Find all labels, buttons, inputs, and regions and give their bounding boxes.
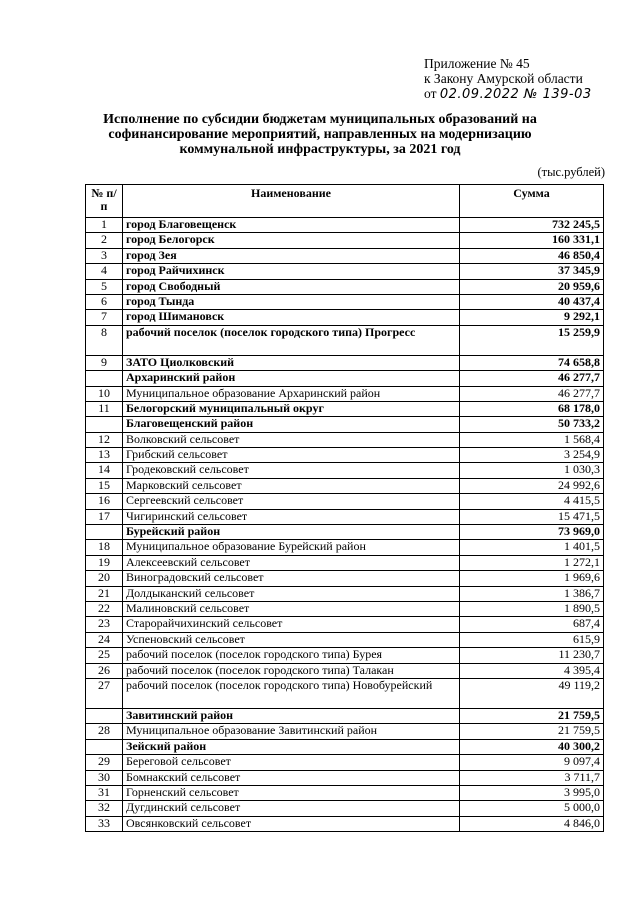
table-row xyxy=(86,355,604,370)
table-row xyxy=(86,586,604,601)
row-sum: 687,4 xyxy=(460,617,604,632)
table-row xyxy=(86,401,604,416)
row-sum: 46 850,4 xyxy=(460,248,604,263)
row-number: 23 xyxy=(86,617,123,632)
table-row xyxy=(86,739,604,754)
row-number: 28 xyxy=(86,724,123,739)
row-name: рабочий поселок (поселок городского типа) Новобурейский xyxy=(123,678,460,708)
table-row xyxy=(86,816,604,831)
row-name: Белогорский муниципальный округ xyxy=(123,401,460,416)
row-number: 20 xyxy=(86,571,123,586)
row-number: 3 xyxy=(86,248,123,263)
table-header-row xyxy=(86,185,604,218)
row-name: Зейский район xyxy=(123,739,460,754)
row-name: Муниципальное образование Завитинский район xyxy=(123,724,460,739)
appendix-number: Приложение № 45 xyxy=(424,56,530,71)
table-row xyxy=(86,785,604,800)
row-sum: 40 437,4 xyxy=(460,294,604,309)
document-title: Исполнение по субсидии бюджетам муниципальных образований на софинансирование мероприятий, направленных на модернизацию коммунальной инфраструктуры, за 2021 год xyxy=(103,112,537,157)
table-row xyxy=(86,386,604,401)
row-name: Чигиринский сельсовет xyxy=(123,509,460,524)
table-row xyxy=(86,494,604,509)
row-number: 4 xyxy=(86,264,123,279)
row-name: город Белогорск xyxy=(123,233,460,248)
row-number: 30 xyxy=(86,770,123,785)
row-number: 9 xyxy=(86,355,123,370)
row-number: 5 xyxy=(86,279,123,294)
row-number xyxy=(86,525,123,540)
row-sum: 20 959,6 xyxy=(460,279,604,294)
row-name: Благовещенский район xyxy=(123,417,460,432)
appendix-block xyxy=(424,56,592,102)
table-row xyxy=(86,478,604,493)
table-row xyxy=(86,463,604,478)
row-sum: 4 846,0 xyxy=(460,816,604,831)
row-number: 16 xyxy=(86,494,123,509)
table-row xyxy=(86,509,604,524)
row-number: 33 xyxy=(86,816,123,831)
row-sum: 11 230,7 xyxy=(460,648,604,663)
table-row xyxy=(86,678,604,708)
row-name: город Свободный xyxy=(123,279,460,294)
row-sum: 1 890,5 xyxy=(460,601,604,616)
table-row xyxy=(86,648,604,663)
row-sum: 74 658,8 xyxy=(460,355,604,370)
row-name: Успеновский сельсовет xyxy=(123,632,460,647)
row-name: Завитинский район xyxy=(123,708,460,723)
row-name: Грибский сельсовет xyxy=(123,448,460,463)
table-row xyxy=(86,724,604,739)
row-name: рабочий поселок (поселок городского типа) Бурея xyxy=(123,648,460,663)
row-name: Долдыканский сельсовет xyxy=(123,586,460,601)
row-sum: 9 097,4 xyxy=(460,755,604,770)
row-sum: 4 415,5 xyxy=(460,494,604,509)
table-row xyxy=(86,279,604,294)
row-name: рабочий поселок (поселок городского типа) Прогресс xyxy=(123,325,460,355)
row-number: 10 xyxy=(86,386,123,401)
row-number xyxy=(86,739,123,754)
row-name: ЗАТО Циолковский xyxy=(123,355,460,370)
row-sum: 46 277,7 xyxy=(460,386,604,401)
table-body xyxy=(86,218,604,832)
row-number: 7 xyxy=(86,310,123,325)
row-name: Муниципальное образование Архаринский район xyxy=(123,386,460,401)
row-sum: 3 254,9 xyxy=(460,448,604,463)
table-row xyxy=(86,325,604,355)
table-row xyxy=(86,233,604,248)
table-row xyxy=(86,218,604,233)
row-number: 11 xyxy=(86,401,123,416)
row-sum: 1 030,3 xyxy=(460,463,604,478)
table-row xyxy=(86,801,604,816)
row-number xyxy=(86,708,123,723)
row-name: Бурейский район xyxy=(123,525,460,540)
row-number: 29 xyxy=(86,755,123,770)
row-sum: 21 759,5 xyxy=(460,724,604,739)
units-label: (тыс.рублей) xyxy=(537,165,605,179)
row-number: 8 xyxy=(86,325,123,355)
row-number: 24 xyxy=(86,632,123,647)
row-number: 19 xyxy=(86,555,123,570)
row-sum: 37 345,9 xyxy=(460,264,604,279)
row-sum: 68 178,0 xyxy=(460,401,604,416)
row-name: Муниципальное образование Бурейский район xyxy=(123,540,460,555)
row-sum: 1 969,6 xyxy=(460,571,604,586)
row-number: 25 xyxy=(86,648,123,663)
row-number: 18 xyxy=(86,540,123,555)
row-number: 6 xyxy=(86,294,123,309)
row-sum: 1 386,7 xyxy=(460,586,604,601)
table-row xyxy=(86,540,604,555)
row-name: Волковский сельсовет xyxy=(123,432,460,447)
table-row xyxy=(86,432,604,447)
table-row xyxy=(86,555,604,570)
table-row xyxy=(86,632,604,647)
row-number: 1 xyxy=(86,218,123,233)
row-number xyxy=(86,371,123,386)
row-name: Овсянковский сельсовет xyxy=(123,816,460,831)
row-sum: 24 992,6 xyxy=(460,478,604,493)
row-sum: 1 568,4 xyxy=(460,432,604,447)
appendix-date-prefix: от xyxy=(424,86,437,101)
row-sum: 3 995,0 xyxy=(460,785,604,800)
appendix-law: к Закону Амурской области xyxy=(424,71,583,86)
row-number: 17 xyxy=(86,509,123,524)
table-row xyxy=(86,294,604,309)
header-name: Наименование xyxy=(123,185,460,218)
table-row xyxy=(86,248,604,263)
row-sum: 160 331,1 xyxy=(460,233,604,248)
table-row xyxy=(86,663,604,678)
table-row xyxy=(86,571,604,586)
row-name: Алексеевский сельсовет xyxy=(123,555,460,570)
appendix-date-line xyxy=(424,86,592,102)
row-sum: 1 401,5 xyxy=(460,540,604,555)
row-sum: 5 000,0 xyxy=(460,801,604,816)
table-row xyxy=(86,755,604,770)
row-number: 32 xyxy=(86,801,123,816)
row-number: 15 xyxy=(86,478,123,493)
row-sum: 615,9 xyxy=(460,632,604,647)
row-number xyxy=(86,417,123,432)
row-number: 12 xyxy=(86,432,123,447)
row-name: Сергеевский сельсовет xyxy=(123,494,460,509)
row-name: Старорайчихинский сельсовет xyxy=(123,617,460,632)
row-number: 14 xyxy=(86,463,123,478)
table-row xyxy=(86,770,604,785)
table-row xyxy=(86,525,604,540)
row-sum: 73 969,0 xyxy=(460,525,604,540)
row-name: рабочий поселок (поселок городского типа) Талакан xyxy=(123,663,460,678)
row-sum: 732 245,5 xyxy=(460,218,604,233)
row-sum: 1 272,1 xyxy=(460,555,604,570)
row-name: Горненский сельсовет xyxy=(123,785,460,800)
row-sum: 3 711,7 xyxy=(460,770,604,785)
row-name: Бомнакский сельсовет xyxy=(123,770,460,785)
row-sum: 4 395,4 xyxy=(460,663,604,678)
row-name: город Райчихинск xyxy=(123,264,460,279)
row-name: город Благовещенск xyxy=(123,218,460,233)
table-row xyxy=(86,371,604,386)
row-sum: 46 277,7 xyxy=(460,371,604,386)
row-sum: 49 119,2 xyxy=(460,678,604,708)
row-number: 13 xyxy=(86,448,123,463)
table-row xyxy=(86,708,604,723)
row-sum: 21 759,5 xyxy=(460,708,604,723)
row-name: город Зея xyxy=(123,248,460,263)
row-number: 31 xyxy=(86,785,123,800)
table-row xyxy=(86,601,604,616)
table-row xyxy=(86,448,604,463)
row-number: 21 xyxy=(86,586,123,601)
table-row xyxy=(86,417,604,432)
header-number: № п/п xyxy=(86,185,123,218)
row-name: Марковский сельсовет xyxy=(123,478,460,493)
row-sum: 9 292,1 xyxy=(460,310,604,325)
row-name: Малиновский сельсовет xyxy=(123,601,460,616)
row-sum: 50 733,2 xyxy=(460,417,604,432)
row-name: Архаринский район xyxy=(123,371,460,386)
row-name: город Шимановск xyxy=(123,310,460,325)
row-number: 26 xyxy=(86,663,123,678)
row-number: 27 xyxy=(86,678,123,708)
row-name: город Тында xyxy=(123,294,460,309)
row-sum: 15 259,9 xyxy=(460,325,604,355)
header-sum: Сумма xyxy=(460,185,604,218)
row-name: Гродековский сельсовет xyxy=(123,463,460,478)
table-row xyxy=(86,264,604,279)
subsidy-table xyxy=(85,184,604,832)
table-row xyxy=(86,617,604,632)
row-name: Дугдинский сельсовет xyxy=(123,801,460,816)
appendix-handwritten-date: 02.09.2022 № 139-03 xyxy=(439,87,592,102)
row-name: Виноградовский сельсовет xyxy=(123,571,460,586)
row-name: Береговой сельсовет xyxy=(123,755,460,770)
row-sum: 40 300,2 xyxy=(460,739,604,754)
row-number: 2 xyxy=(86,233,123,248)
row-sum: 15 471,5 xyxy=(460,509,604,524)
row-number: 22 xyxy=(86,601,123,616)
table-row xyxy=(86,310,604,325)
